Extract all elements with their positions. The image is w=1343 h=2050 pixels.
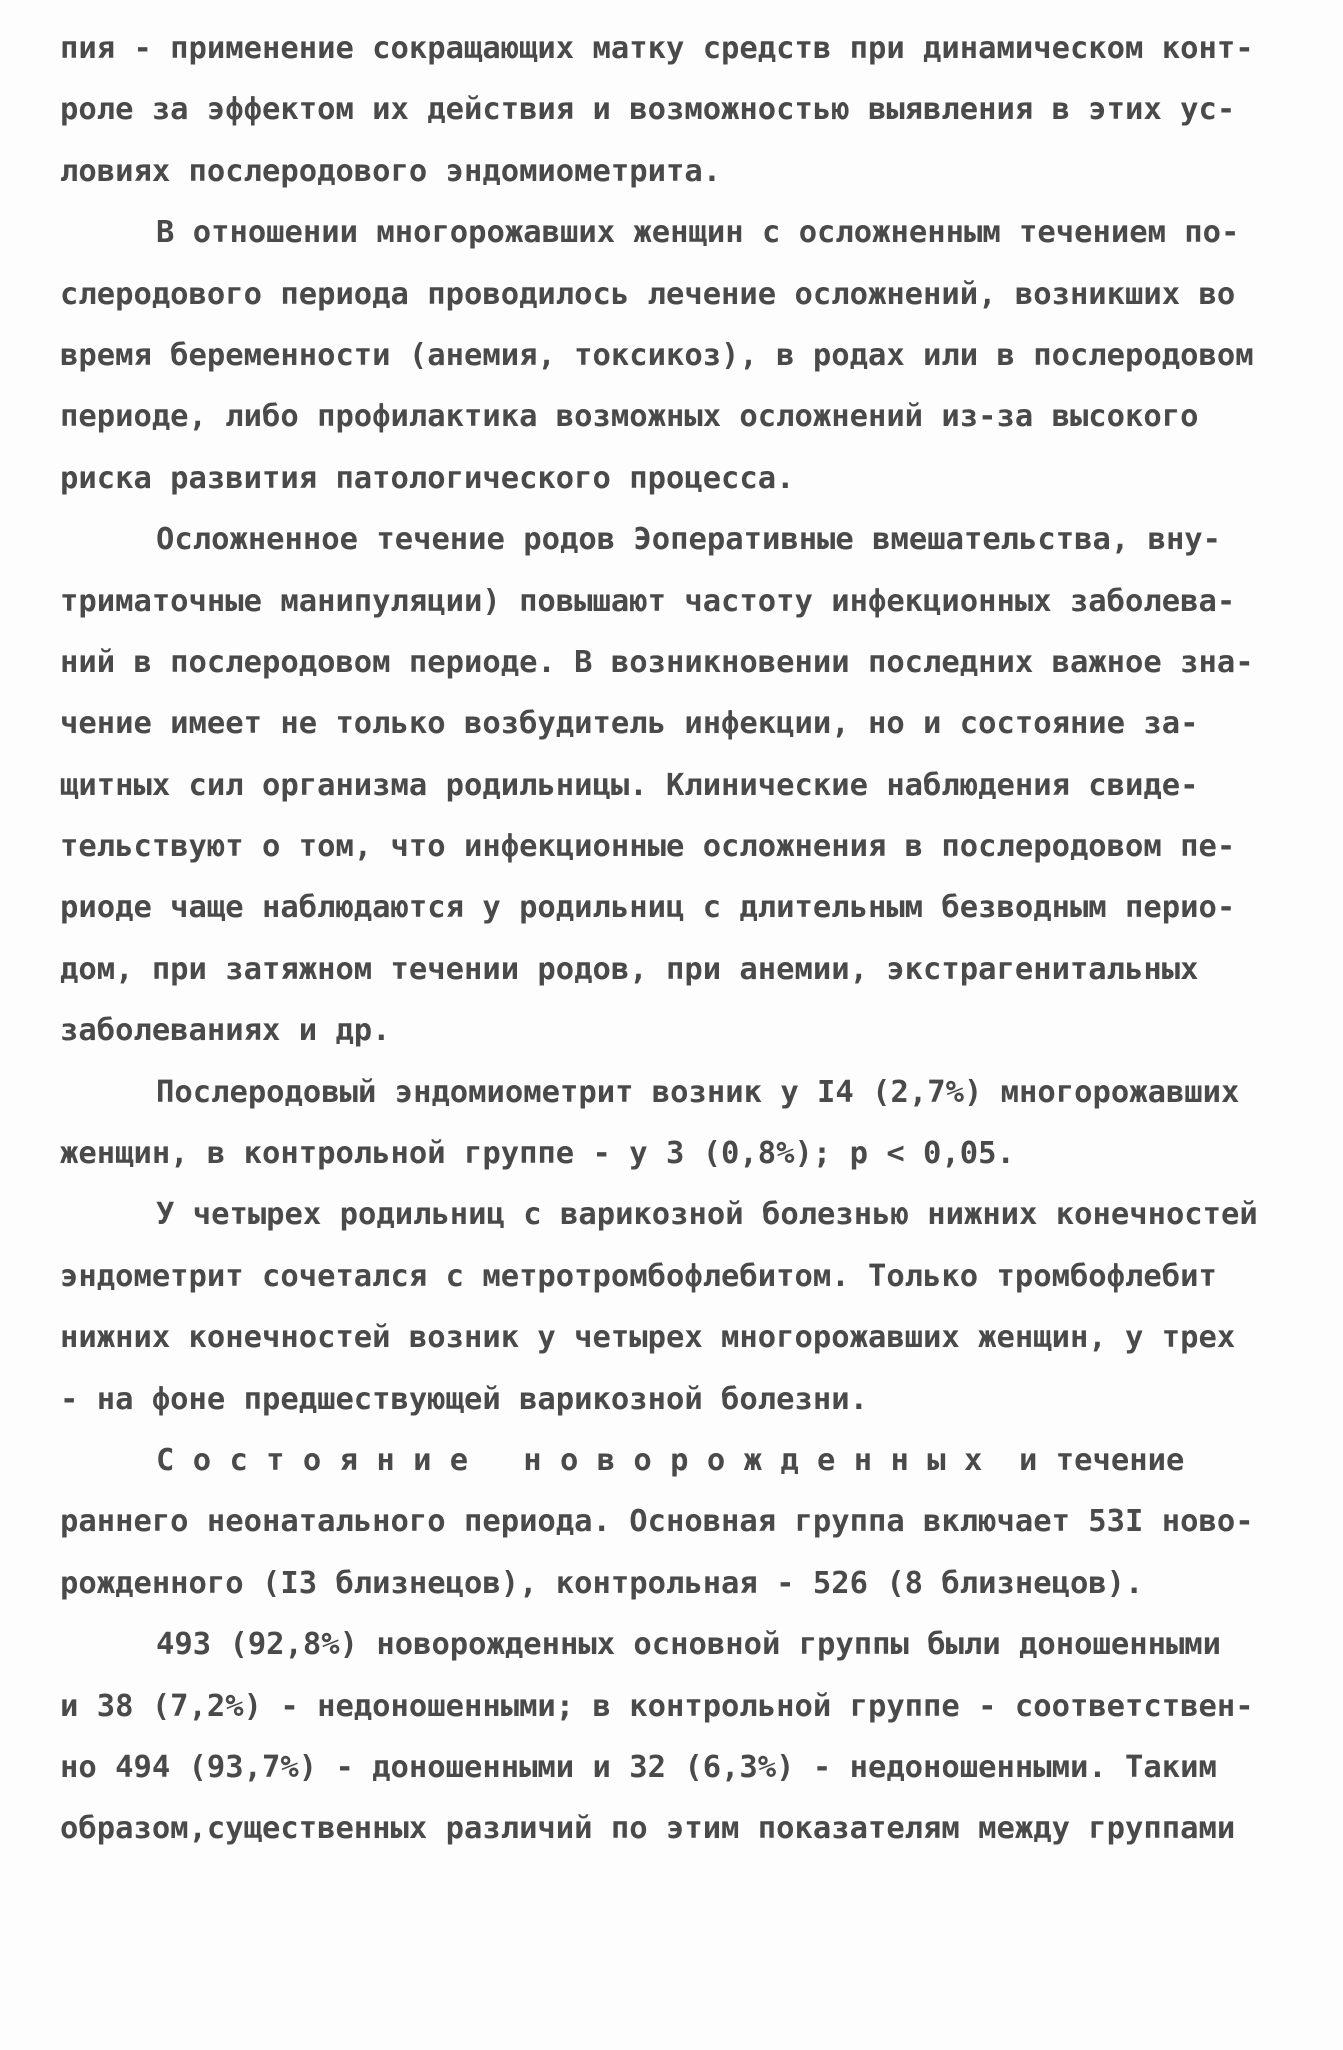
text-line: чение имеет не только возбудитель инфекции, но и состояние за- [60, 706, 1199, 742]
text-line: слеродового периода проводилось лечение осложнений, возникших во [60, 276, 1236, 312]
text-line: триматочные манипуляции) повышают частоту инфекционных заболева- [60, 583, 1236, 619]
text-line: щитных сил организма родильницы. Клинические наблюдения свиде- [60, 767, 1199, 803]
text-line: и 38 (7,2%) - недоношенными; в контрольной группе - соответствен- [60, 1688, 1254, 1724]
text-line: эндометрит сочетался с метротромбофлебитом. Только тромбофлебит [60, 1258, 1217, 1294]
text-line: заболеваниях и др. [60, 1013, 391, 1049]
text-line: ний в послеродовом периоде. В возникновении последних важное зна- [60, 644, 1254, 680]
text-line: рожденного (I3 близнецов), контрольная - 526 (8 близнецов). [60, 1565, 1144, 1601]
text-line: роле за эффектом их действия и возможностью выявления в этих ус- [60, 92, 1236, 128]
text-line: дом, при затяжном течении родов, при анемии, экстрагенитальных [60, 951, 1199, 987]
text-line: Осложненное течение родов Эоперативные вмешательства, вну- [156, 522, 1222, 558]
text-line: образом,существенных различий по этим показателям между группами [60, 1811, 1236, 1847]
text-line: риска развития патологического процесса. [60, 460, 795, 496]
text-line: - на фоне предшествующей варикозной болезни. [60, 1381, 868, 1417]
text-line: пия - применение сокращающих матку средств при динамическом конт- [60, 31, 1254, 66]
body-text [60, 18, 1290, 1860]
text-line: но 494 (93,7%) - доношенными и 32 (6,3%) - недоношенными. Таким [60, 1749, 1217, 1785]
text-line: риоде чаще наблюдаются у родильниц с длительным безводным перио- [60, 890, 1236, 926]
text-line: женщин, в контрольной группе - у 3 (0,8%); p < 0,05. [60, 1136, 1015, 1172]
text-line: раннего неонатального периода. Основная группа включает 53I ново- [60, 1504, 1254, 1540]
text-line: тельствуют о том, что инфекционные осложнения в послеродовом пе- [60, 829, 1236, 865]
text-line: В отношении многорожавших женщин с осложненным течением по- [156, 215, 1240, 251]
text-line: время беременности (анемия, токсикоз), в родах или в послеродовом [60, 337, 1254, 373]
text-line: периоде, либо профилактика возможных осложнений из-за высокого [60, 399, 1199, 435]
text-line: Послеродовый эндомиометрит возник у I4 (2,7%) многорожавших [156, 1074, 1240, 1110]
text-line: ловиях послеродового эндомиометрита. [60, 153, 722, 189]
text-line: 493 (92,8%) новорожденных основной группы были доношенными [156, 1627, 1222, 1663]
text-line: С о с т о я н и е н о в о р о ж д е н н ы х и течение [156, 1442, 1185, 1478]
text-line: нижних конечностей возник у четырех многорожавших женщин, у трех [60, 1320, 1236, 1356]
text-line: У четырех родильниц с варикозной болезнью нижних конечностей [156, 1197, 1258, 1233]
